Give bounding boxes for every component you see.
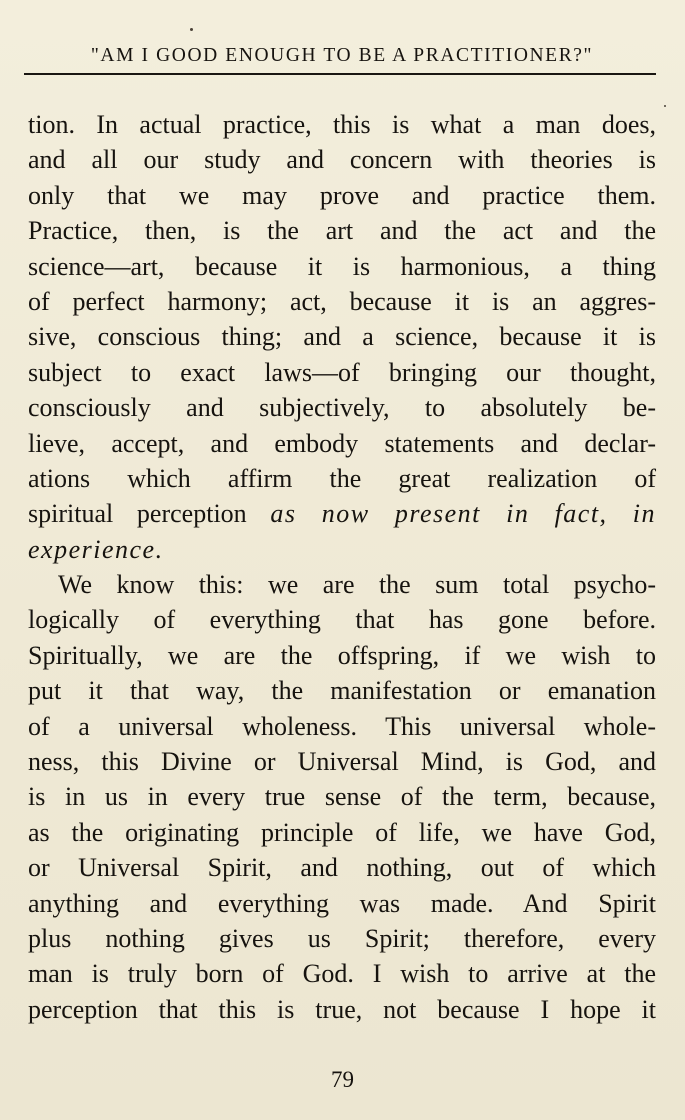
text-line: ations which affirm the great realization of: [28, 463, 656, 493]
text-line: put it that way, the manifestation or emanation: [28, 676, 656, 706]
emphasis-text: experience.: [28, 534, 164, 564]
text-line: [28, 532, 656, 567]
text-line: or Universal Spirit, and nothing, out of which: [28, 853, 656, 883]
running-head: "AM I GOOD ENOUGH TO BE A PRACTITIONER?": [90, 45, 594, 66]
speck-mark: [664, 105, 666, 107]
body-text: [28, 107, 656, 1027]
text-line: perception that this is true, not because I hope it: [28, 994, 656, 1024]
text-line: sive, conscious thing; and a science, because it is: [28, 322, 656, 352]
text-line: lieve, accept, and embody statements and declar-: [28, 428, 656, 458]
text-line: [28, 496, 656, 531]
text-line: tion. In actual practice, this is what a man does,: [28, 110, 656, 139]
text-line: Spiritually, we are the offspring, if we wish to: [28, 640, 656, 670]
text-line: logically of everything that has gone before.: [28, 605, 656, 635]
text-line: plus nothing gives us Spirit; therefore, every: [28, 923, 656, 953]
text-segment: spiritual perception: [28, 499, 247, 529]
text-line: only that we may prove and practice them.: [28, 180, 656, 210]
text-line: subject to exact laws—of bringing our thought,: [28, 357, 656, 387]
text-line: and all our study and concern with theories is: [28, 145, 656, 175]
header-rule: [24, 73, 656, 75]
text-line: of perfect harmony; act, because it is an aggres-: [28, 286, 656, 316]
speck-mark: [190, 28, 193, 31]
emphasis-text: as now present in fact, in: [270, 499, 657, 529]
text-line: is in us in every true sense of the term, because,: [28, 782, 656, 812]
text-line: as the originating principle of life, we have God,: [28, 817, 656, 847]
paragraph-first-line: We know this: we are the sum total psycho-: [58, 570, 656, 600]
text-line: man is truly born of God. I wish to arrive at the: [28, 959, 656, 989]
text-line: ness, this Divine or Universal Mind, is God, and: [28, 747, 656, 777]
page-number: 79: [331, 1067, 354, 1092]
text-line: science—art, because it is harmonious, a thing: [28, 251, 656, 281]
text-line: anything and everything was made. And Spirit: [28, 888, 656, 918]
text-line: of a universal wholeness. This universal whole-: [28, 711, 656, 741]
text-line: Practice, then, is the art and the act and the: [28, 216, 656, 246]
text-line: consciously and subjectively, to absolutely be-: [28, 393, 656, 423]
